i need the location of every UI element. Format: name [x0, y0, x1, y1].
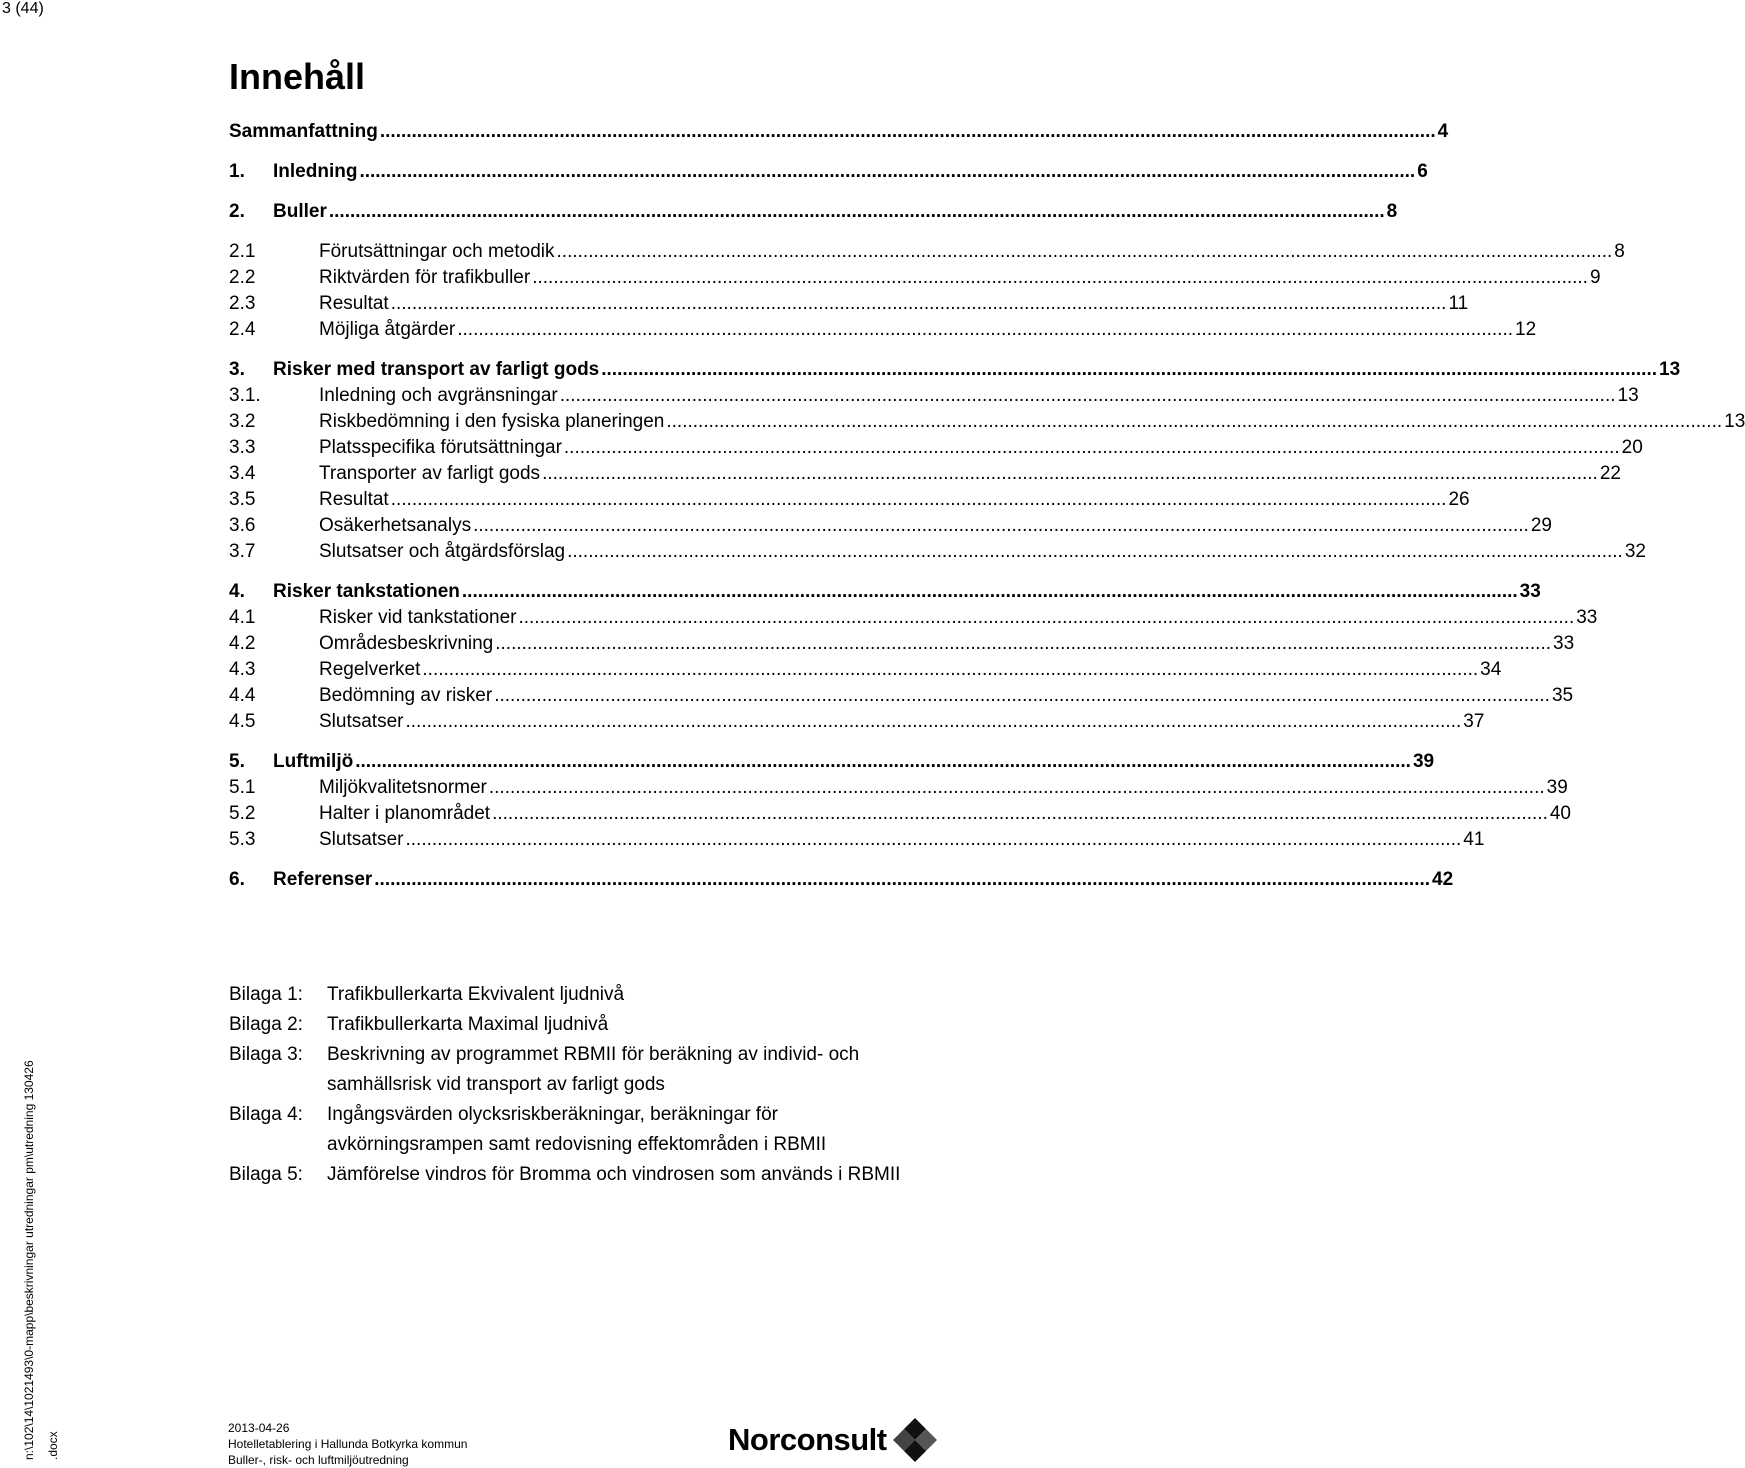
toc-entry-page: 13 — [1659, 359, 1681, 380]
toc-leader-dots: ........................................................................................................................................................................................................ — [542, 463, 1598, 484]
toc-entry[interactable] — [229, 318, 1537, 342]
toc-entry-page: 37 — [1463, 711, 1485, 732]
toc-entry-number: 5. — [229, 751, 245, 772]
page-title: Innehåll — [229, 56, 366, 97]
toc-entry-number: 3. — [229, 359, 245, 380]
toc-entry-title: Platsspecifika förutsättningar — [319, 437, 562, 458]
toc-entry-page: 34 — [1480, 659, 1502, 680]
footer-project: Hotelletablering i Hallunda Botkyrka kommun — [228, 1437, 468, 1451]
toc-entry[interactable] — [229, 540, 1646, 564]
toc-entry-number: 4.3 — [229, 659, 256, 680]
toc-entry-number: 4.2 — [229, 633, 256, 654]
toc-entry-number: 2.3 — [229, 293, 256, 314]
toc-entry-number: 3.2 — [229, 411, 256, 432]
toc-entry-title: Resultat — [319, 293, 389, 314]
toc-leader-dots: ........................................................................................................................................................................................................ — [532, 267, 1588, 288]
toc-entry-page: 33 — [1519, 581, 1541, 602]
toc-entry-title: Risker tankstationen — [273, 581, 460, 602]
toc-entry-page: 6 — [1417, 161, 1428, 182]
appendix-label: Bilaga 4: — [229, 1104, 303, 1125]
toc-entry-number: 5.3 — [229, 829, 256, 850]
toc-entry[interactable] — [229, 868, 1454, 892]
toc-entry-page: 35 — [1551, 685, 1574, 706]
footer — [228, 1420, 467, 1468]
toc-entry-page: 33 — [1553, 633, 1575, 654]
toc-entry-number: 3.4 — [229, 463, 256, 484]
toc-leader-dots: ........................................................................................................................................................................................................ — [559, 385, 1616, 406]
toc-entry-title: Luftmiljö — [273, 751, 354, 772]
toc-leader-dots: ........................................................................................................................................................................................................ — [556, 241, 1613, 262]
toc-leader-dots: ........................................................................................................................................................................................................ — [494, 685, 1550, 706]
toc-entry[interactable] — [229, 436, 1643, 460]
toc-leader-dots: ........................................................................................................................................................................................................ — [495, 633, 1552, 654]
toc-entry-number: 1. — [229, 161, 245, 182]
toc-entry-page: 29 — [1530, 515, 1552, 536]
toc-entry-title: Miljökvalitetsnormer — [319, 777, 487, 798]
toc-entry-number: 2.2 — [229, 267, 256, 288]
toc-entry[interactable] — [229, 606, 1598, 630]
toc-entry-title: Risker med transport av farligt gods — [273, 359, 600, 380]
toc-entry-number: 2.4 — [229, 319, 256, 340]
toc-leader-dots: ........................................................................................................................................................................................................ — [355, 751, 1411, 772]
appendix-label: Bilaga 3: — [229, 1044, 303, 1065]
toc-entry-number: 4.5 — [229, 711, 256, 732]
toc-entry-number: 3.1. — [229, 385, 261, 406]
toc-entry-page: 39 — [1412, 751, 1435, 772]
file-path: n:\102\14\1021493\0-mapp\beskrivningar utredningar pm\utredning 130426 — [22, 1060, 36, 1460]
toc-entry[interactable] — [229, 384, 1639, 408]
toc-entry-page: 8 — [1386, 201, 1398, 222]
toc-entry[interactable] — [229, 658, 1502, 682]
appendix-description: Jämförelse vindros för Bromma och vindrosen som används i RBMII — [327, 1164, 901, 1185]
toc-entry-title: Sammanfattning — [229, 121, 378, 142]
toc-entry[interactable] — [229, 828, 1485, 852]
toc-entry-title: Referenser — [273, 869, 373, 890]
appendix-description: Trafikbullerkarta Ekvivalent ljudnivå — [327, 984, 625, 1005]
logo-text: Norconsult — [728, 1422, 887, 1457]
toc-entry-title: Slutsatser — [319, 829, 404, 850]
toc-leader-dots: ........................................................................................................................................................................................................ — [359, 161, 1416, 182]
toc-entry-title: Riktvärden för trafikbuller — [319, 267, 531, 288]
toc-entry-number: 3.3 — [229, 437, 256, 458]
table-of-contents — [229, 0, 1745, 960]
toc-entry-page: 13 — [1724, 411, 1745, 432]
toc-entry[interactable] — [229, 358, 1681, 382]
toc-entry[interactable] — [229, 514, 1552, 538]
toc-entry[interactable] — [229, 200, 1398, 224]
appendix-item — [229, 1040, 929, 1100]
toc-entry-page: 26 — [1448, 489, 1470, 510]
toc-leader-dots: ........................................................................................................................................................................................................ — [563, 437, 1620, 458]
toc-entry-number: 2. — [229, 201, 245, 222]
appendix-label: Bilaga 5: — [229, 1164, 303, 1185]
appendix-item — [229, 1010, 929, 1040]
toc-entry-page: 11 — [1448, 293, 1469, 314]
company-logo — [728, 1418, 937, 1462]
toc-entry[interactable] — [229, 160, 1428, 184]
toc-leader-dots: ........................................................................................................................................................................................................ — [374, 869, 1431, 890]
toc-leader-dots: ........................................................................................................................................................................................................ — [601, 359, 1658, 380]
toc-entry-page: 39 — [1546, 777, 1568, 798]
toc-leader-dots: ........................................................................................................................................................................................................ — [567, 541, 1623, 562]
appendix-label: Bilaga 2: — [229, 1014, 303, 1035]
toc-entry[interactable] — [229, 292, 1469, 316]
toc-entry-page: 12 — [1515, 319, 1537, 340]
toc-leader-dots: ........................................................................................................................................................................................................ — [488, 777, 1545, 798]
toc-leader-dots: ........................................................................................................................................................................................................ — [390, 293, 1447, 314]
toc-entry-title: Slutsatser — [319, 711, 404, 732]
toc-entry-title: Bedömning av risker — [319, 685, 493, 706]
toc-leader-dots: ........................................................................................................................................................................................................ — [405, 711, 1462, 732]
toc-entry-number: 4. — [229, 581, 245, 602]
toc-leader-dots: ........................................................................................................................................................................................................ — [666, 411, 1723, 432]
footer-date: 2013-04-26 — [228, 1421, 290, 1435]
toc-entry-page: 4 — [1437, 121, 1449, 142]
toc-entry-title: Inledning — [273, 161, 358, 182]
toc-entry[interactable] — [229, 710, 1485, 734]
toc-entry[interactable] — [229, 776, 1568, 800]
footer-report: Buller-, risk- och luftmiljöutredning — [228, 1453, 409, 1467]
toc-entry-page: 13 — [1617, 385, 1639, 406]
toc-entry[interactable] — [229, 580, 1541, 604]
file-extension: .docx — [46, 1431, 60, 1460]
toc-entry-page: 8 — [1614, 241, 1625, 262]
toc-entry-number: 3.7 — [229, 541, 256, 562]
toc-leader-dots: ........................................................................................................................................................................................................ — [461, 581, 1518, 602]
toc-entry-number: 6. — [229, 869, 245, 890]
toc-entry-number: 5.2 — [229, 803, 256, 824]
toc-entry-number: 4.1 — [229, 607, 256, 628]
toc-entry-title: Resultat — [319, 489, 389, 510]
toc-leader-dots: ........................................................................................................................................................................................................ — [473, 515, 1529, 536]
toc-entry[interactable] — [229, 802, 1571, 826]
toc-entry[interactable] — [229, 462, 1621, 486]
toc-entry-page: 40 — [1549, 803, 1571, 824]
appendix-item — [229, 980, 929, 1010]
norconsult-diamond-icon — [893, 1418, 937, 1462]
toc-entry-number: 2.1 — [229, 241, 256, 262]
toc-entry-title: Transporter av farligt gods — [319, 463, 541, 484]
toc-leader-dots: ........................................................................................................................................................................................................ — [492, 803, 1548, 824]
toc-entry-page: 33 — [1576, 607, 1598, 628]
toc-entry-title: Riskbedömning i den fysiska planeringen — [319, 411, 665, 432]
toc-entry-title: Möjliga åtgärder — [319, 319, 456, 340]
toc-entry[interactable] — [229, 684, 1574, 708]
toc-entry[interactable] — [229, 266, 1601, 290]
toc-entry[interactable] — [229, 750, 1435, 774]
toc-entry-page: 9 — [1589, 267, 1601, 288]
toc-entry[interactable] — [229, 410, 1745, 434]
toc-leader-dots: ........................................................................................................................................................................................................ — [379, 121, 1436, 142]
toc-entry-title: Inledning och avgränsningar — [319, 385, 558, 406]
toc-entry-title: Områdesbeskrivning — [319, 633, 494, 654]
appendix-description: Trafikbullerkarta Maximal ljudnivå — [327, 1014, 609, 1035]
toc-entry[interactable] — [229, 632, 1575, 656]
toc-leader-dots: ........................................................................................................................................................................................................ — [422, 659, 1479, 680]
toc-entry-page: 32 — [1624, 541, 1646, 562]
appendix-item — [229, 1160, 929, 1190]
toc-entry-number: 4.4 — [229, 685, 256, 706]
appendix-label: Bilaga 1: — [229, 984, 303, 1005]
toc-entry-title: Förutsättningar och metodik — [319, 241, 555, 262]
toc-entry[interactable] — [229, 240, 1625, 264]
appendix-description: Beskrivning av programmet RBMII för beräkning av individ- och samhällsrisk vid transport av farligt gods — [327, 1044, 860, 1095]
toc-entry-title: Buller — [273, 201, 327, 222]
page-number: 3 (44) — [2, 0, 44, 17]
toc-entry-title: Halter i planområdet — [319, 803, 491, 824]
toc-entry-page: 41 — [1463, 829, 1485, 850]
toc-leader-dots: ........................................................................................................................................................................................................ — [518, 607, 1575, 628]
toc-entry[interactable] — [229, 488, 1470, 512]
toc-entry-title: Regelverket — [319, 659, 421, 680]
toc-entry-title: Slutsatser och åtgärdsförslag — [319, 541, 566, 562]
toc-leader-dots: ........................................................................................................................................................................................................ — [405, 829, 1462, 850]
toc-entry-number: 3.5 — [229, 489, 256, 510]
toc-leader-dots: ........................................................................................................................................................................................................ — [457, 319, 1514, 340]
toc-entry-page: 42 — [1432, 869, 1454, 890]
toc-entry-number: 5.1 — [229, 777, 256, 798]
toc-leader-dots: ........................................................................................................................................................................................................ — [328, 201, 1385, 222]
appendix-item — [229, 1100, 929, 1160]
toc-entry-number: 3.6 — [229, 515, 256, 536]
toc-entry-title: Risker vid tankstationer — [319, 607, 517, 628]
appendix-description: Ingångsvärden olycksriskberäkningar, beräkningar för avkörningsrampen samt redovisning effektområden i RBMII — [327, 1104, 827, 1155]
toc-entry-page: 20 — [1621, 437, 1643, 458]
toc-entry-page: 22 — [1599, 463, 1621, 484]
toc-entry-title: Osäkerhetsanalys — [319, 515, 472, 536]
toc-leader-dots: ........................................................................................................................................................................................................ — [390, 489, 1447, 510]
toc-entry[interactable] — [229, 120, 1449, 144]
